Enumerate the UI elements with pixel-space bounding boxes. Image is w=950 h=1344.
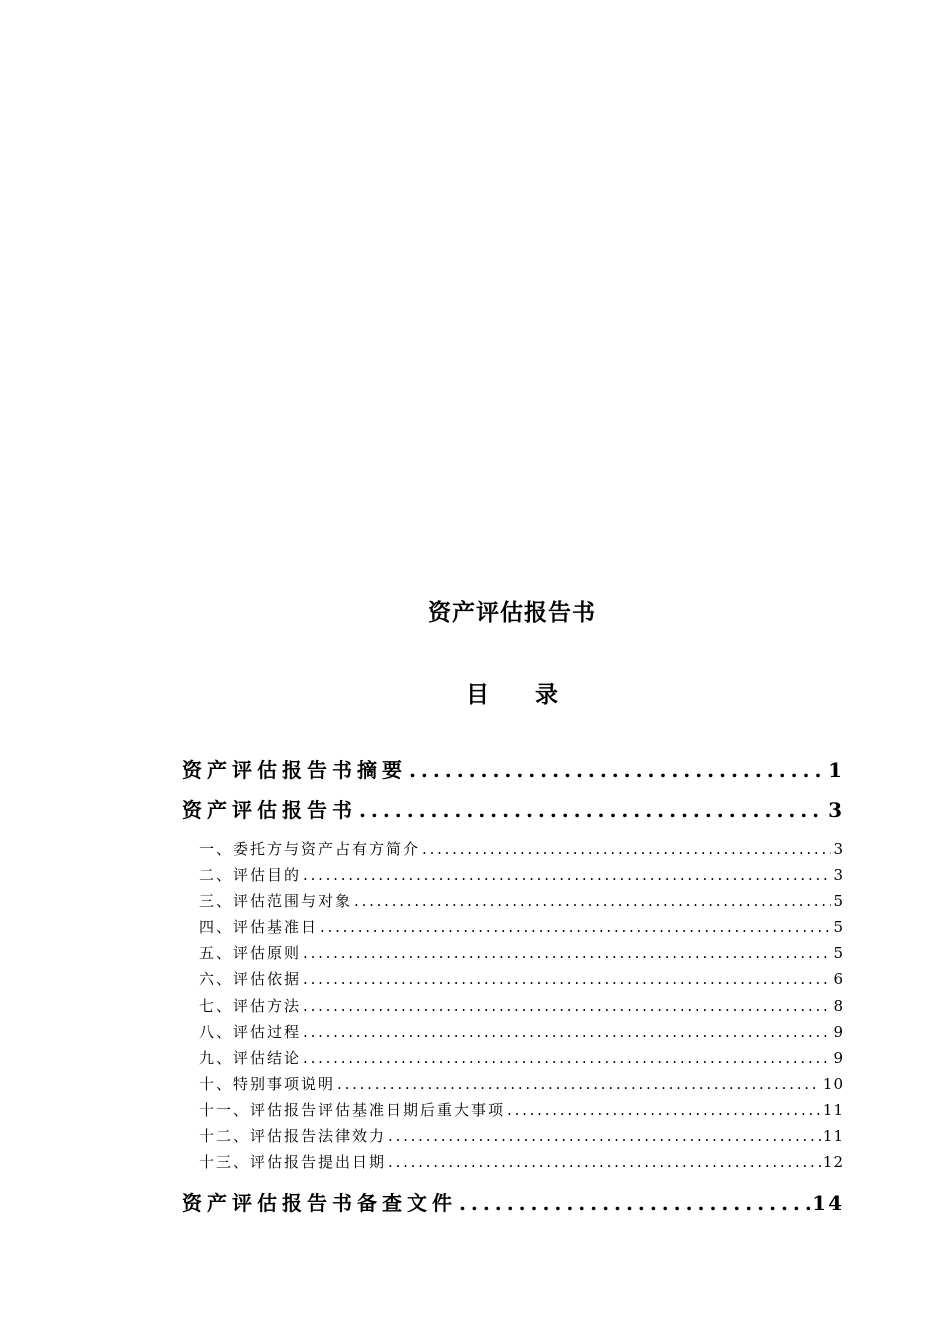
dot-leader [303, 1023, 831, 1041]
toc-heading-char-1: 目 [466, 681, 489, 708]
toc-entry-section[interactable] [182, 838, 844, 864]
toc-entry-section[interactable] [182, 1099, 844, 1125]
toc-entry-number: 十一、 [199, 1100, 251, 1119]
dot-leader [388, 1153, 821, 1171]
toc-entry-section[interactable] [182, 942, 844, 968]
toc-entry-label: 评估报告评估基准日期后重大事项 [250, 1100, 506, 1119]
toc-entry-number: 三、 [199, 892, 234, 911]
dot-leader [354, 892, 831, 910]
toc-entry-page: 1 [828, 758, 844, 782]
toc-entry-number: 二、 [199, 866, 234, 885]
toc-entry-label: 评估报告提出日期 [250, 1153, 387, 1172]
toc-entry-label: 评估结论 [233, 1048, 302, 1067]
toc-entry-summary[interactable] [182, 754, 844, 794]
dot-leader [303, 944, 831, 962]
toc-entry-label: 评估方法 [233, 996, 302, 1015]
toc-entry-section[interactable] [182, 1021, 844, 1047]
toc-entry-page: 9 [833, 1048, 844, 1067]
toc-entry-label: 评估报告法律效力 [250, 1127, 387, 1146]
toc-entry-number: 十、 [199, 1074, 234, 1093]
toc-entry-number: 十三、 [199, 1153, 251, 1172]
toc-entry-label: 资产评估报告书 [182, 798, 357, 822]
toc-entry-section[interactable] [182, 1151, 844, 1177]
dot-leader [459, 1191, 810, 1215]
toc-heading-char-2: 录 [535, 681, 558, 708]
toc-entry-label: 评估原则 [233, 944, 302, 963]
toc-heading [466, 676, 586, 709]
toc-entry-page: 10 [822, 1074, 844, 1093]
toc-entry-section[interactable] [182, 1047, 844, 1073]
toc-entry-page: 5 [833, 944, 844, 963]
toc-entry-section[interactable] [182, 968, 844, 994]
toc-entry-page: 5 [833, 892, 844, 911]
toc-entry-label: 评估目的 [233, 866, 302, 885]
toc-entry-number: 八、 [199, 1022, 234, 1041]
toc-entry-page: 3 [828, 798, 844, 822]
dot-leader [320, 918, 831, 936]
document-title: 资产评估报告书 [428, 599, 596, 626]
toc-entry-page: 12 [822, 1153, 844, 1172]
dot-leader [303, 1049, 831, 1067]
toc-entry-page: 3 [833, 866, 844, 885]
toc-entry-section[interactable] [182, 864, 844, 890]
toc-entry-number: 四、 [199, 918, 234, 937]
toc-entry-report[interactable] [182, 794, 844, 834]
dot-leader [303, 997, 831, 1015]
toc-entry-section[interactable] [182, 1073, 844, 1099]
toc-entry-page: 5 [833, 918, 844, 937]
dot-leader [359, 798, 826, 822]
toc-entry-page: 11 [822, 1127, 844, 1146]
toc-entry-page: 6 [833, 970, 844, 989]
dot-leader [409, 758, 826, 782]
toc-entry-page: 11 [822, 1100, 844, 1119]
toc-entry-page: 14 [812, 1191, 844, 1216]
toc-entry-label: 评估依据 [233, 970, 302, 989]
toc-entry-label: 委托方与资产占有方简介 [233, 840, 421, 858]
toc-entry-section[interactable] [182, 1125, 844, 1151]
toc-entry-number: 十二、 [199, 1127, 251, 1146]
toc-entry-section[interactable] [182, 995, 844, 1021]
toc-entry-appendix[interactable] [182, 1187, 844, 1227]
toc-entry-number: 九、 [199, 1048, 234, 1067]
table-of-contents [182, 754, 844, 1227]
toc-entry-label: 评估基准日 [233, 918, 319, 937]
toc-entry-label: 特别事项说明 [233, 1074, 336, 1093]
toc-entry-page: 8 [833, 996, 844, 1015]
toc-entry-page: 3 [833, 840, 844, 858]
toc-entry-number: 七、 [199, 996, 234, 1015]
toc-entry-label: 评估范围与对象 [233, 892, 353, 911]
toc-entry-label: 评估过程 [233, 1022, 302, 1041]
dot-leader [303, 970, 831, 988]
dot-leader [507, 1101, 821, 1119]
toc-entry-section[interactable] [182, 916, 844, 942]
toc-entry-number: 五、 [199, 944, 234, 963]
toc-entry-number: 六、 [199, 970, 234, 989]
toc-entry-number: 一、 [199, 840, 234, 858]
toc-entry-label: 资产评估报告书摘要 [182, 758, 407, 782]
toc-entry-page: 9 [833, 1022, 844, 1041]
dot-leader [388, 1127, 821, 1145]
dot-leader [337, 1075, 821, 1093]
toc-entry-label: 资产评估报告书备查文件 [182, 1191, 457, 1216]
dot-leader [422, 840, 831, 858]
toc-entry-section[interactable] [182, 890, 844, 916]
dot-leader [303, 866, 831, 884]
